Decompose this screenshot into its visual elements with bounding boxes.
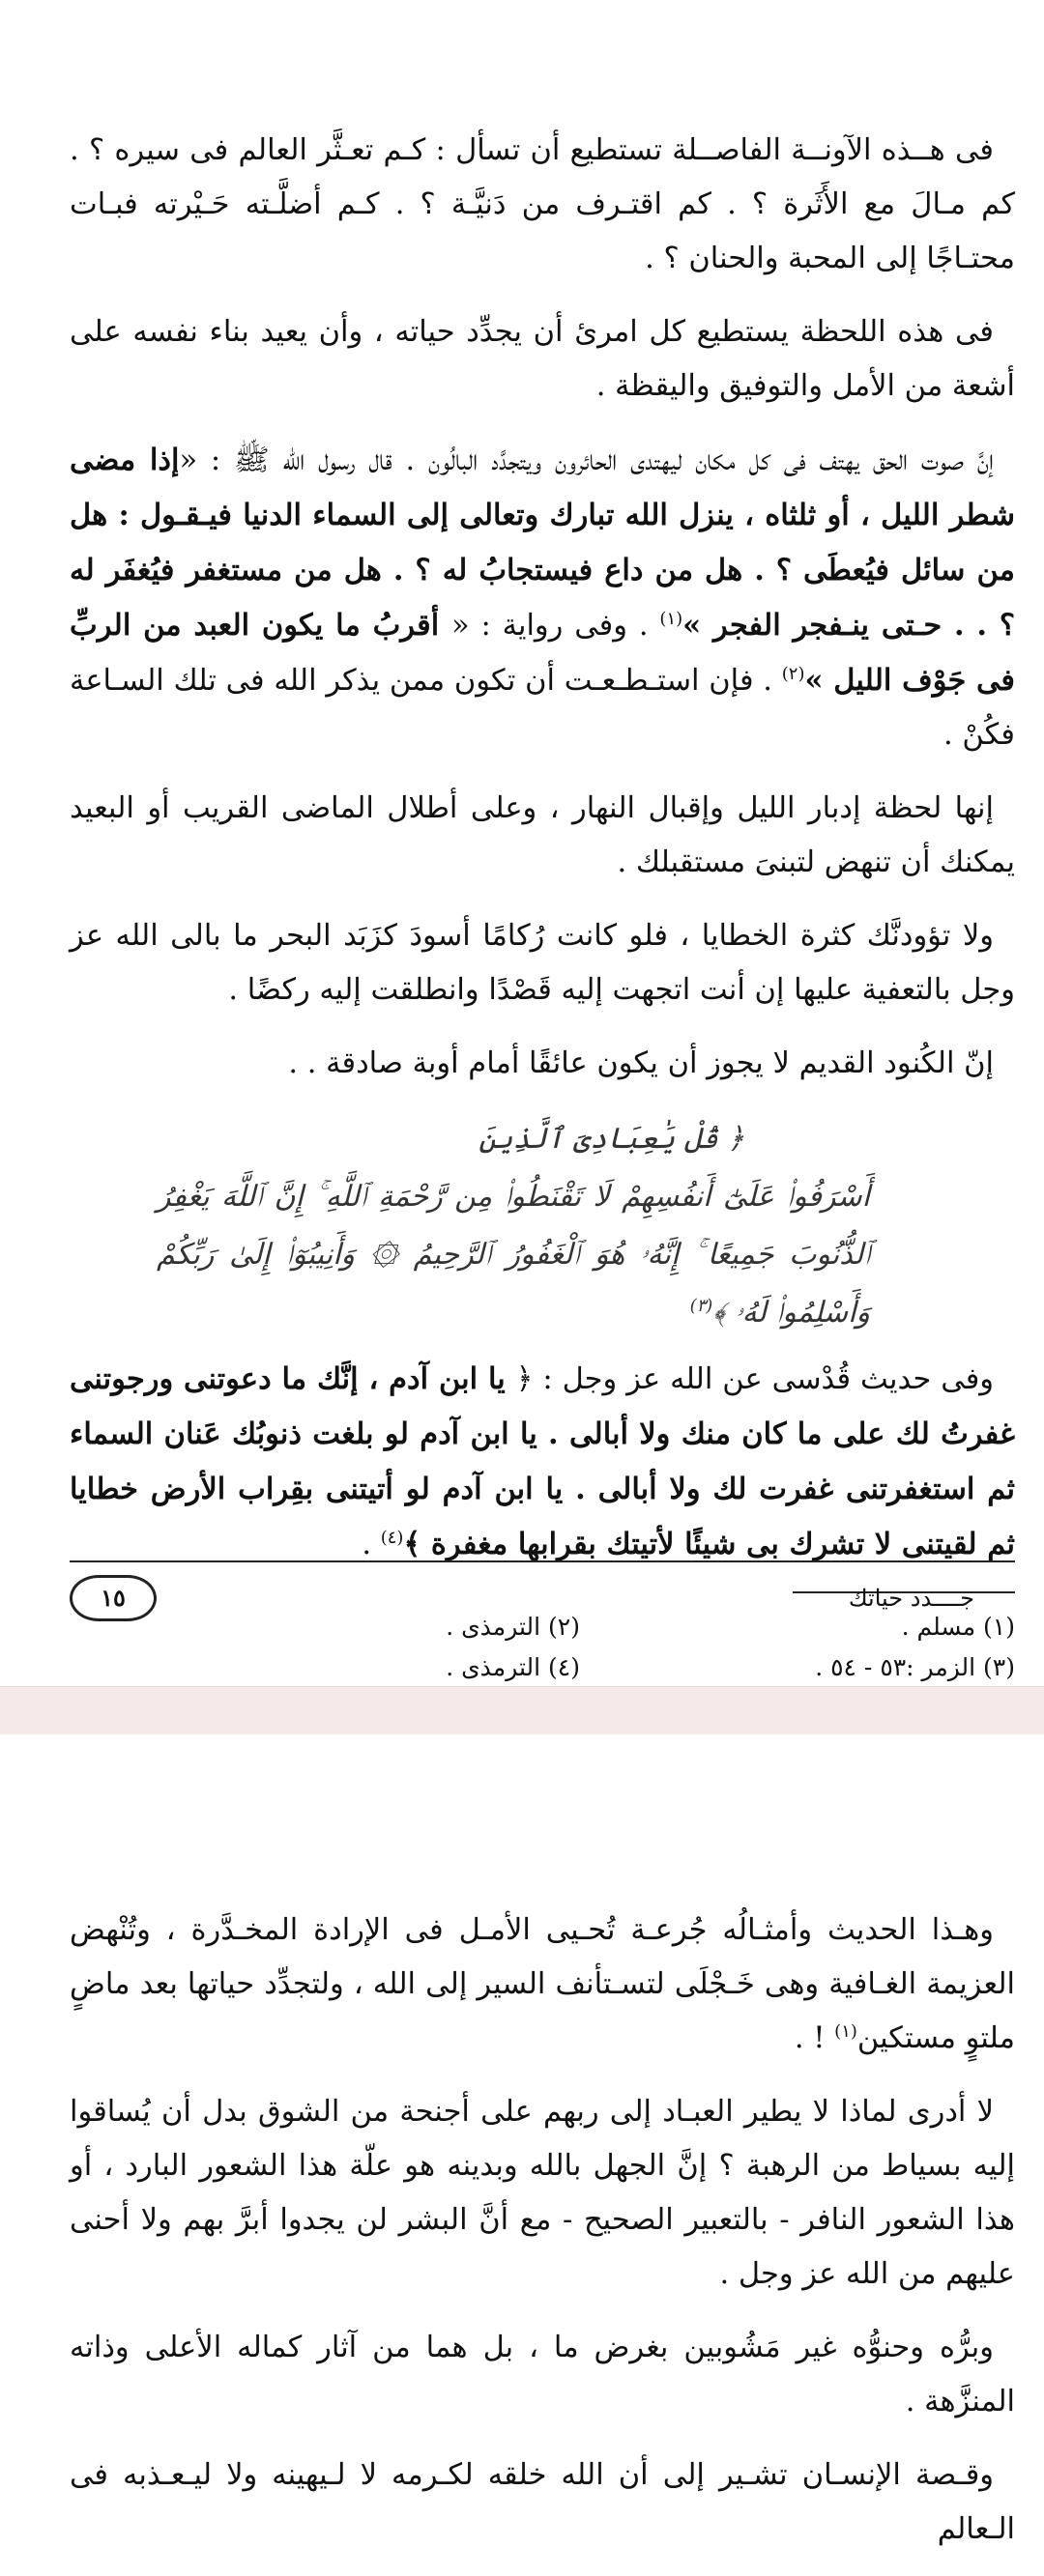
paragraph-5: ولا تؤودنَّك كثرة الخطايا ، فلو كانت رُكامًا أسودَ كزَبَد البحر ما بالى الله عز وجل بالتعفية عليها إن أنت اتجهت إليه قَصْدًا وانطلقت إليه ركضًا . [70,919,1015,1007]
quran-verse [157,1110,870,1342]
running-title: جــــدد حياتك [848,1585,974,1612]
paragraph-qudsi [70,1352,1015,1572]
footnotes [70,1607,1015,1688]
hadith-intro: إنَّ صوت الحق يهتف فى كل مكان ليهتدى الحائرون ويتجدَّد البالُون . قال رسول الله ﷺ : « [179,444,995,477]
verse-opening: ﴿ قُلْ يَٰعِبَادِىَ ٱلَّذِينَ [478,1122,744,1156]
paragraph-4: وقـصة الإنسـان تشـير إلى أن الله خلقه لكـرمه لا لـيهينه ولا ليـعـذبه فى الـعالم [70,2458,1015,2546]
page-gap [0,1686,1044,1735]
footnote-ref-4[interactable]: (٤) [380,1527,404,1548]
hadith-text: إذا مضى شطر الليل ، أو ثلثاه ، ينزل الله تبارك وتعالى إلى السماء الدنيا فيـقـول : هل من سائل فيُعطَى ؟ . هل من داع فيستجابُ له ؟ . هل من مستغفر فيُغفَر له ؟ . . حـتى ينـفجر الفجر » [70,443,1016,643]
footnote-row [70,1607,1015,1647]
footer-rule [70,1560,1015,1562]
footnote-1: (١) مسلم . [901,1613,1015,1641]
footnote-ref-2[interactable]: (٢) [781,663,805,684]
footnote-ref-1[interactable]: (١) [659,608,683,629]
page-body [70,1903,1015,2576]
footnote-2: (٢) الترمذى . [446,1613,580,1641]
footnote-ref-3[interactable]: (٣) [689,1296,713,1316]
riwaya-intro: . وفى رواية : « [450,609,660,643]
footnote-4: (٤) الترمذى . [446,1653,580,1681]
paragraph-1: فى هــذه الآونــة الفاصــلة تستطيع أن تسأل : كـم تعـثَّر العالم فى سيره ؟ . كم مـالَ مع الأَثَرة ؟ . كم اقتـرف من دَنيَّـة ؟ . كـم أضلَّـته حَـيْرته فبـات محتـاجًا إلى المحبة والحنان ؟ . [70,133,1015,275]
paragraph-3: وبرُّه وحنوُّه غير مَشُوبين بغرض ما ، بل هما من آثار كماله الأعلى وذاته المنزَّهة . [70,2331,1015,2419]
qudsi-intro: وفى حديث قُدْسى عن الله عز وجل : ﴿ [515,1362,994,1396]
document-page-16 [0,1734,1044,2546]
verse-body: أَسْرَفُوا۟ عَلَىٰٓ أَنفُسِهِمْ لَا تَقْنَطُوا۟ مِن رَّحْمَةِ ٱللَّهِ ۚ إِنَّ ٱللَّهَ يَغْفِرُ ٱلذُّنُوبَ جَمِيعًا ۚ إِنَّهُۥ هُوَ ٱلْغَفُورُ ٱلرَّحِيمُ ۞ وَأَنِيبُوٓا۟ إِلَىٰ رَبِّكُمْ وَأَسْلِمُوا۟ لَهُۥ ﴾ [157,1180,870,1330]
paragraph-1 [70,1903,1015,2066]
paragraph-1-text: وهـذا الحديث وأمثـالُه جُرعـة تُحـيى الأمـل فى الإرادة المخـدَّرة ، وتُنْهض العزيمة الغـافية وهى خَـجْلَى لتسـتأنف السير إلى الله ، ولتجدِّد حياتها بعد ماضٍ ملتوٍ مستكين [70,1913,1015,2055]
footnote-3: (٣) الزمر :٥٣ - ٥٤ . [815,1653,1015,1681]
riwaya-text: أقربُ ما يكون العبد من الربِّ فى جَوْف الليل » [70,608,1016,698]
footnote-row [70,1647,1015,1688]
qudsi-end: . [362,1528,381,1561]
paragraph-6: إنّ الكُنود القديم لا يجوز أن يكون عائقًا أمام أوبة صادقة . . [288,1046,994,1080]
qudsi-text: يا ابن آدم ، إنَّك ما دعوتنى ورجوتنى غفرتُ لك على ما كان منك ولا أبالى . يا ابن آدم لو بلغت ذنوبُك عَنان السماء ثم استغفرتنى غفرت لك ولا أبالى . يا ابن آدم لو أتيتنى بقِراب الأرض خطايا ثم لقيتنى لا تشرك بى شيئًا لأتيتك بقرابها مغفرة ﴾ [70,1361,1015,1561]
footnote-ref-1[interactable]: (١) [834,2020,857,2042]
paragraph-1-end: ! . [794,2021,835,2055]
page-body [70,124,1015,1688]
page-number-badge: ١٥ [70,1575,157,1621]
paragraph-2: فى هذه اللحظة يستطيع كل امرئ أن يجدِّد حياته ، وأن يعيد بناء نفسه على أشعة من الأمل والتوفيق واليقظة . [70,315,1015,403]
paragraph-2: لا أدرى لماذا لا يطير العبـاد إلى ربهم على أجنحة من الشوق بدل أن يُساقوا إليه بسياط من الرهبة ؟ إنَّ الجهل بالله وبدينه هو علّة هذا الشعور البارد ، أو هذا الشعور النافر - بالتعبير الصحيح - مع أنَّ البشر لن يجدوا أبرَّ بهم ولا أحنى عليهم من الله عز وجل . [70,2095,1015,2291]
paragraph-3-end: . فإن استـطـعـت أن تكون ممن يذكر الله فى تلك السـاعة فكُنْ . [70,664,1015,752]
paragraph-4: إنها لحظة إدبار الليل وإقبال النهار ، وعلى أطلال الماضى القريب أو البعيد يمكنك أن تنهض لتبنىَ مستقبلك . [70,791,1015,879]
paragraph-3-hadith [70,433,1015,762]
